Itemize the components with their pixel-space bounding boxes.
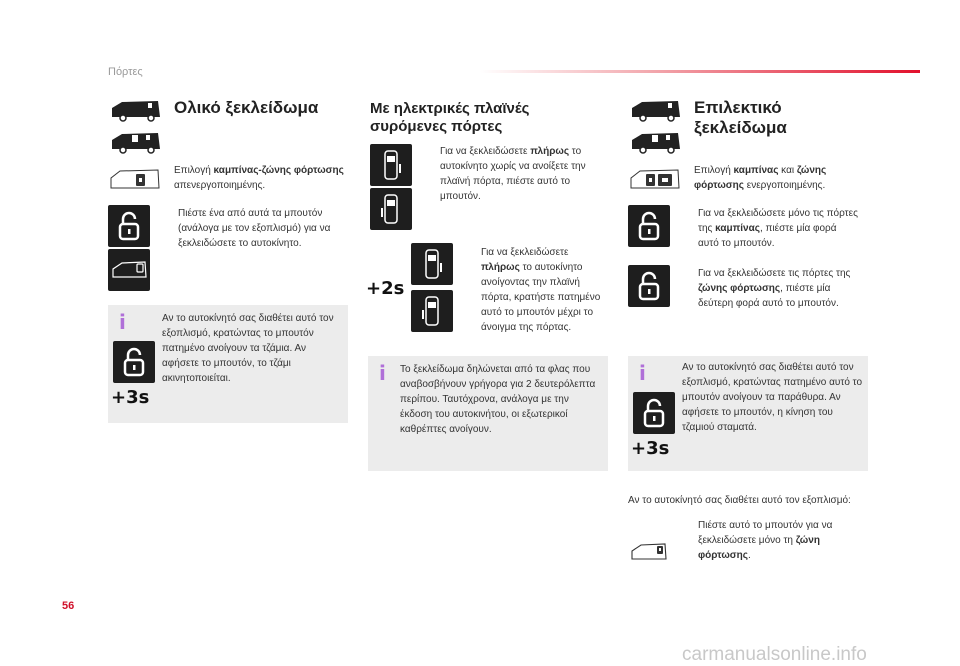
col2-step1: Για να ξεκλειδώσετε πλήρως το αυτοκίνητο χωρίς να ανοίξετε την πλαϊνή πόρτα, πιέστε αυτό το μπουτόν. [440, 146, 586, 202]
info-icon: i [119, 310, 126, 334]
col2-info-text: Το ξεκλείδωμα δηλώνεται από τα φλας που αναβοσβήνουν γρήγορα για 2 δευτερόλεπτα περίπου. Ταυτόχρονα, ανάλογα με την έκδοση του αυτοκινήτου, οι εξωτερικοί καθρέπτες ανοίγουν. [400, 364, 596, 435]
info-icon: i [639, 361, 646, 385]
van-icon [628, 98, 683, 127]
col1-title: Ολικό ξεκλείδωμα [174, 98, 319, 117]
col1-selector-text: Επιλογή καμπίνας-ζώνης φόρτωσης απενεργοποιημένης. [174, 165, 344, 191]
sliding-door-button-icon [411, 243, 453, 285]
car-top-view-button-icon [411, 290, 453, 332]
hold-3s-badge: +3s [111, 387, 150, 408]
col2-title: Με ηλεκτρικές πλαϊνές συρόμενες πόρτες [370, 100, 530, 135]
sliding-door-button-icon [370, 144, 412, 186]
hold-3s-badge: +3s [631, 438, 670, 459]
col2-step2: Για να ξεκλειδώσετε πλήρως το αυτοκίνητο ανοίγοντας την πλαϊνή πόρτα, κρατήστε πατημένο αυτό το μπουτόν μέχρι το άνοιγμα της πόρτας. [481, 247, 601, 333]
cargo-unlock-button-icon [628, 530, 670, 572]
col3-equipment-note: Αν το αυτοκίνητό σας διαθέτει αυτό τον εξοπλισμό: [628, 495, 851, 506]
cab-zone-selector-icon [628, 166, 682, 197]
col3-step1: Για να ξεκλειδώσετε μόνο τις πόρτες της καμπίνας, πιέστε μία φορά αυτό το μπουτόν. [698, 208, 858, 249]
col1-info-text: Αν το αυτοκίνητό σας διαθέτει αυτό τον εξοπλισμό, κρατώντας το μπουτόν πατημένο ανοίγουν τα τζάμια. Αν αφήσετε το μπουτόν, το τζάμι ακινητοποιείται. [162, 313, 334, 384]
unlock-button-icon [108, 205, 150, 247]
cargo-zone-selector-icon [108, 166, 162, 197]
unlock-button-icon [628, 205, 670, 247]
col1-step: Πιέστε ένα από αυτά τα μπουτόν (ανάλογα με τον εξοπλισμό) για να ξεκλειδώσετε το αυτοκίνητο. [178, 208, 331, 249]
van-open-icon [628, 130, 683, 159]
col1-info-box [108, 305, 348, 423]
car-top-view-button-icon [370, 188, 412, 230]
col3-title: Επιλεκτικό ξεκλείδωμα [694, 98, 787, 137]
hold-2s-badge: +2s [366, 278, 405, 299]
col2-info-box [368, 356, 608, 471]
col3-step2: Για να ξεκλειδώσετε τις πόρτες της ζώνης φόρτωσης, πιέστε μία δεύτερη φορά αυτό το μπουτόν. [698, 268, 851, 309]
col3-selector-text: Επιλογή καμπίνας και ζώνης φόρτωσης ενεργοποιημένης. [694, 165, 827, 191]
info-icon: i [379, 361, 386, 385]
header-divider [480, 70, 920, 73]
van-unlock-button-icon [108, 249, 150, 291]
unlock-button-icon [628, 265, 670, 307]
page-number: 56 [62, 600, 75, 612]
col3-info-text: Αν το αυτοκίνητό σας διαθέτει αυτό τον εξοπλισμό, κρατώντας πατημένο αυτό το μπουτόν ανοίγουν τα παράθυρα. Αν αφήσετε το μπουτόν, η κίνηση του τζαμιού σταματά. [682, 362, 863, 433]
van-open-icon [108, 130, 163, 159]
unlock-button-icon [633, 392, 675, 434]
watermark: carmanualsonline.info [682, 644, 867, 665]
van-icon [108, 98, 163, 122]
col3-info-box [628, 356, 868, 471]
col3-step3: Πιέστε αυτό το μπουτόν για να ξεκλειδώσετε μόνο τη ζώνη φόρτωσης. [698, 520, 833, 561]
unlock-button-icon [113, 341, 155, 383]
section-title: Πόρτες [108, 66, 143, 78]
